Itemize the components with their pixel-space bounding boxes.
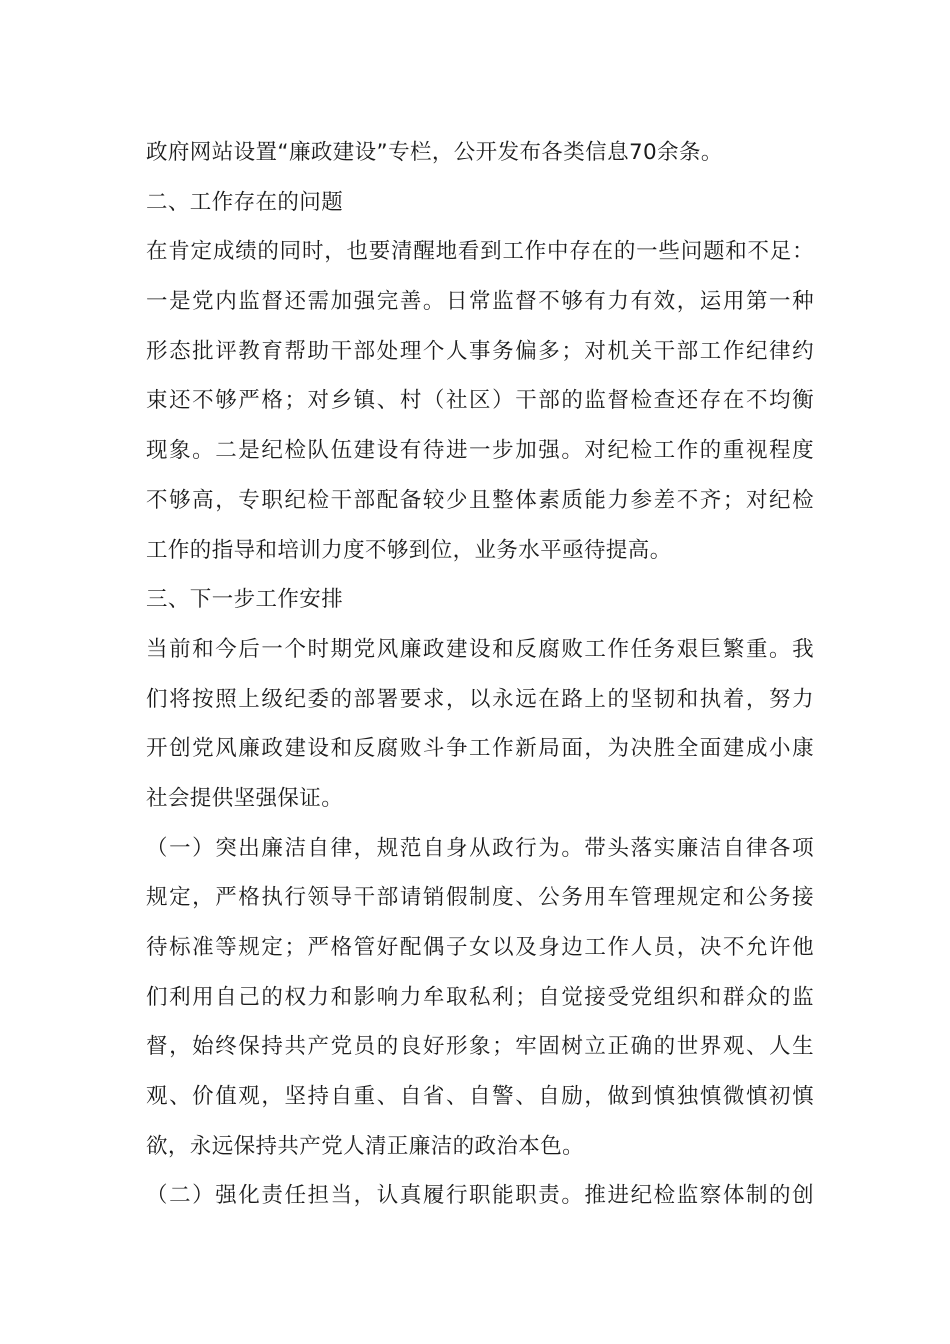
paragraph-line: 督，始终保持共产党员的良好形象；牢固树立正确的世界观、人生 — [146, 1034, 814, 1060]
paragraph-line: 政府网站设置“廉政建设”专栏，公开发布各类信息70余条。 — [146, 140, 723, 165]
paragraph-line: （二）强化责任担当，认真履行职能职责。推进纪检监察体制的创 — [146, 1183, 814, 1209]
paragraph-line: 待标准等规定；严格管好配偶子女以及身边工作人员，决不允许他 — [146, 935, 814, 960]
paragraph-line: 们利用自己的权力和影响力牟取私利；自觉接受党组织和群众的监 — [146, 984, 814, 1010]
paragraph-line: 观、价值观，坚持自重、自省、自警、自励，做到慎独慎微慎初慎 — [146, 1084, 814, 1110]
paragraph-line: 规定，严格执行领导干部请销假制度、公务用车管理规定和公务接 — [146, 885, 814, 911]
paragraph-line: 社会提供坚强保证。 — [146, 785, 344, 811]
section-heading: 三、下一步工作安排 — [146, 587, 344, 613]
paragraph-line: 当前和今后一个时期党风廉政建设和反腐败工作任务艰巨繁重。我 — [146, 636, 814, 662]
paragraph-line: 形态批评教育帮助干部处理个人事务偏多；对机关干部工作纪律约 — [146, 338, 814, 364]
paragraph-line: 工作的指导和培训力度不够到位，业务水平亟待提高。 — [146, 537, 672, 563]
paragraph-line: 欲，永远保持共产党人清正廉洁的政治本色。 — [146, 1133, 585, 1159]
paragraph-line: 在肯定成绩的同时，也要清醒地看到工作中存在的一些问题和不足： — [146, 239, 814, 265]
paragraph-line: 开创党风廉政建设和反腐败斗争工作新局面，为决胜全面建成小康 — [146, 736, 814, 762]
paragraph-line: 现象。二是纪检队伍建设有待进一步加强。对纪检工作的重视程度 — [146, 438, 814, 464]
paragraph-line: 们将按照上级纪委的部署要求，以永远在路上的坚韧和执着，努力 — [146, 686, 814, 712]
paragraph-line: 束还不够严格；对乡镇、村（社区）干部的监督检查还存在不均衡 — [146, 388, 814, 414]
paragraph-line: 不够高，专职纪检干部配备较少且整体素质能力参差不齐；对纪检 — [146, 487, 814, 513]
document-body — [146, 128, 814, 1221]
paragraph-line: 一是党内监督还需加强完善。日常监督不够有力有效，运用第一种 — [146, 289, 814, 315]
paragraph-line: （一）突出廉洁自律，规范自身从政行为。带头落实廉洁自律各项 — [146, 835, 814, 861]
section-heading: 二、工作存在的问题 — [146, 189, 344, 215]
